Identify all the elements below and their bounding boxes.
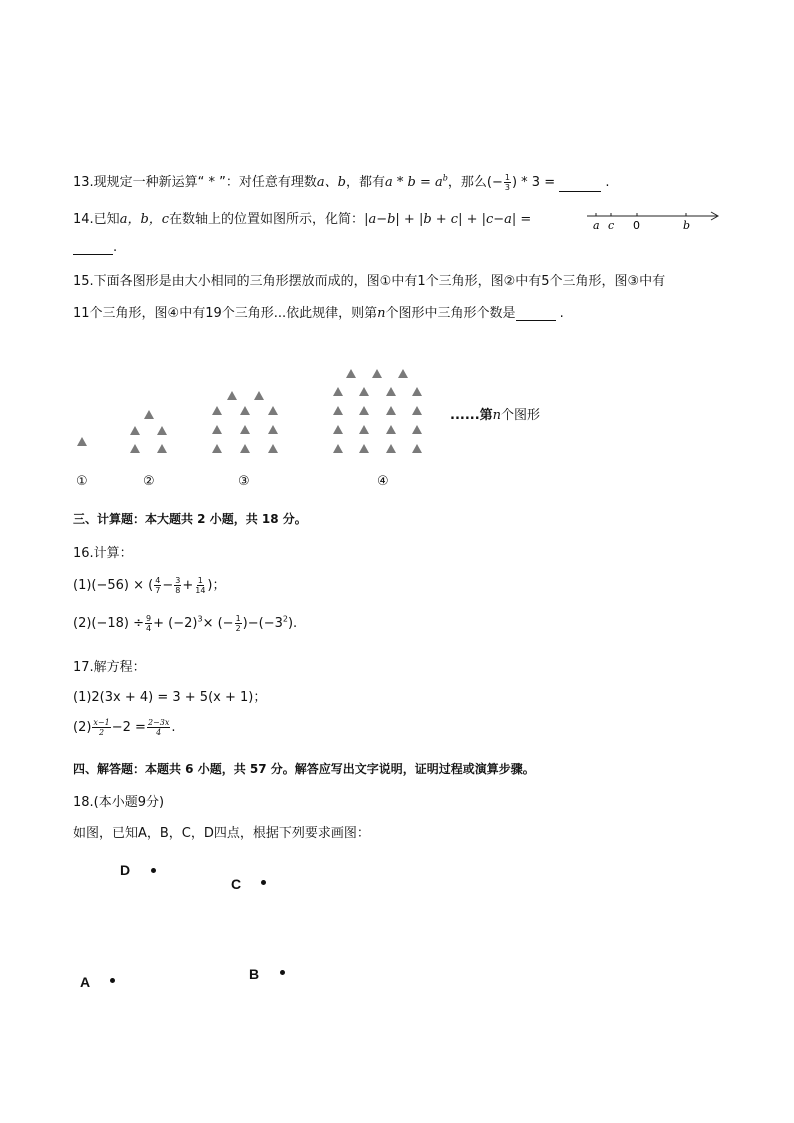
question-15-line2: 11个三角形，图④中有19个三角形...依此规律，则第n个图形中三角形个数是 . — [73, 306, 564, 321]
point-label-d: D — [120, 862, 131, 878]
q13-formula: a * b = a — [385, 175, 443, 190]
triangle — [157, 426, 167, 435]
q13-formula-exp: b — [442, 173, 448, 183]
axis-label-zero: 0 — [633, 219, 640, 232]
question-17-title: 17.解方程： — [73, 660, 146, 675]
figure-label-2: ② — [143, 474, 155, 489]
triangle — [268, 444, 278, 453]
q13-end: . — [605, 175, 610, 190]
point-label-b: B — [249, 966, 260, 982]
triangle — [268, 406, 278, 415]
point-d — [151, 868, 156, 873]
question-17-part1: (1)2(3x + 4) = 3 + 5(x + 1)； — [73, 690, 267, 705]
figure-label-4: ④ — [377, 474, 389, 489]
question-16-part1: (1)(−56) × ( $\frac{4}{7}$ − $\frac{3}{8}$ + $\frac{1}{14}$ )； — [73, 576, 226, 595]
figure-label-3: ③ — [238, 474, 250, 489]
q15-answer-blank — [516, 308, 556, 321]
q13-answer-blank — [559, 179, 601, 192]
q13-fraction: $\frac{1}{3}$ — [504, 173, 510, 192]
triangle — [386, 425, 396, 434]
q14-text-a: 14.已知 — [73, 212, 120, 227]
point-a — [110, 978, 115, 983]
section-4-heading: 四、解答题：本题共 6 小题，共 57 分。解答应写出文字说明，证明过程或演算步骤。 — [73, 762, 535, 776]
q13-text-a: 13.现规定一种新运算“ * ”：对任意有理数 — [73, 175, 317, 190]
number-line — [585, 206, 725, 234]
triangle — [130, 444, 140, 453]
triangle — [333, 444, 343, 453]
triangle — [359, 387, 369, 396]
q14-vars: a，b，c — [119, 212, 170, 227]
q14-text-b: 在数轴上的位置如图所示，化简： — [169, 212, 365, 227]
triangle — [412, 406, 422, 415]
triangle — [412, 425, 422, 434]
question-18-title: 18.(本小题9分) — [73, 795, 165, 810]
triangle — [359, 425, 369, 434]
q13-text-d: ) * 3 = — [511, 175, 556, 190]
triangle — [333, 425, 343, 434]
triangle — [144, 410, 154, 419]
question-18-text: 如图，已知A，B，C，D四点，根据下列要求画图： — [73, 826, 370, 841]
triangle — [386, 444, 396, 453]
triangle — [212, 425, 222, 434]
point-c — [261, 880, 266, 885]
triangle — [240, 425, 250, 434]
nth-figure-label: ......第n个图形 — [450, 408, 541, 423]
triangle — [333, 387, 343, 396]
q13-text-c: ，那么(− — [447, 175, 503, 190]
point-label-c: C — [231, 876, 242, 892]
triangle — [346, 369, 356, 378]
point-b — [280, 970, 285, 975]
triangle — [212, 406, 222, 415]
triangle — [359, 444, 369, 453]
axis-label-a: a — [593, 219, 600, 232]
question-16-title: 16.计算： — [73, 546, 133, 561]
q14-end: . — [113, 240, 118, 255]
q14-expr: |a−b| + |b + c| + |c−a| = — [364, 212, 532, 227]
question-14 — [73, 208, 531, 227]
point-label-a: A — [80, 974, 91, 990]
q14-answer-blank — [73, 242, 113, 255]
triangle — [412, 387, 422, 396]
question-15-line1: 15.下面各图形是由大小相同的三角形摆放而成的，图①中有1个三角形，图②中有5个三角形，图③中有 — [73, 274, 666, 289]
triangle — [240, 444, 250, 453]
section-3-heading: 三、计算题：本大题共 2 小题，共 18 分。 — [73, 512, 307, 526]
triangle — [77, 437, 87, 446]
q14-answer-line — [73, 240, 117, 255]
triangle — [212, 444, 222, 453]
triangle — [240, 406, 250, 415]
axis-label-c: c — [608, 219, 615, 232]
triangle — [386, 387, 396, 396]
triangle — [157, 444, 167, 453]
axis-label-b: b — [683, 219, 691, 232]
triangle — [359, 406, 369, 415]
figure-label-1: ① — [76, 474, 88, 489]
question-16-part2: (2)(−18) ÷ $\frac{9}{4}$ + $(-2)^3\times$ (− $\frac{1}{2}$ )$-(-3^2)$. — [73, 614, 298, 633]
triangle — [412, 444, 422, 453]
triangle — [227, 391, 237, 400]
triangle — [130, 426, 140, 435]
triangle — [254, 391, 264, 400]
triangle — [268, 425, 278, 434]
question-13 — [73, 171, 610, 192]
triangle — [333, 406, 343, 415]
q13-text-b: ，都有 — [346, 175, 386, 190]
q13-vars: a、b — [316, 175, 346, 190]
triangle — [398, 369, 408, 378]
triangle — [372, 369, 382, 378]
triangle — [386, 406, 396, 415]
question-17-part2: (2) $\frac{x-1}{2}$ −2 = $\frac{2-3x}{4}$ . — [73, 718, 176, 737]
